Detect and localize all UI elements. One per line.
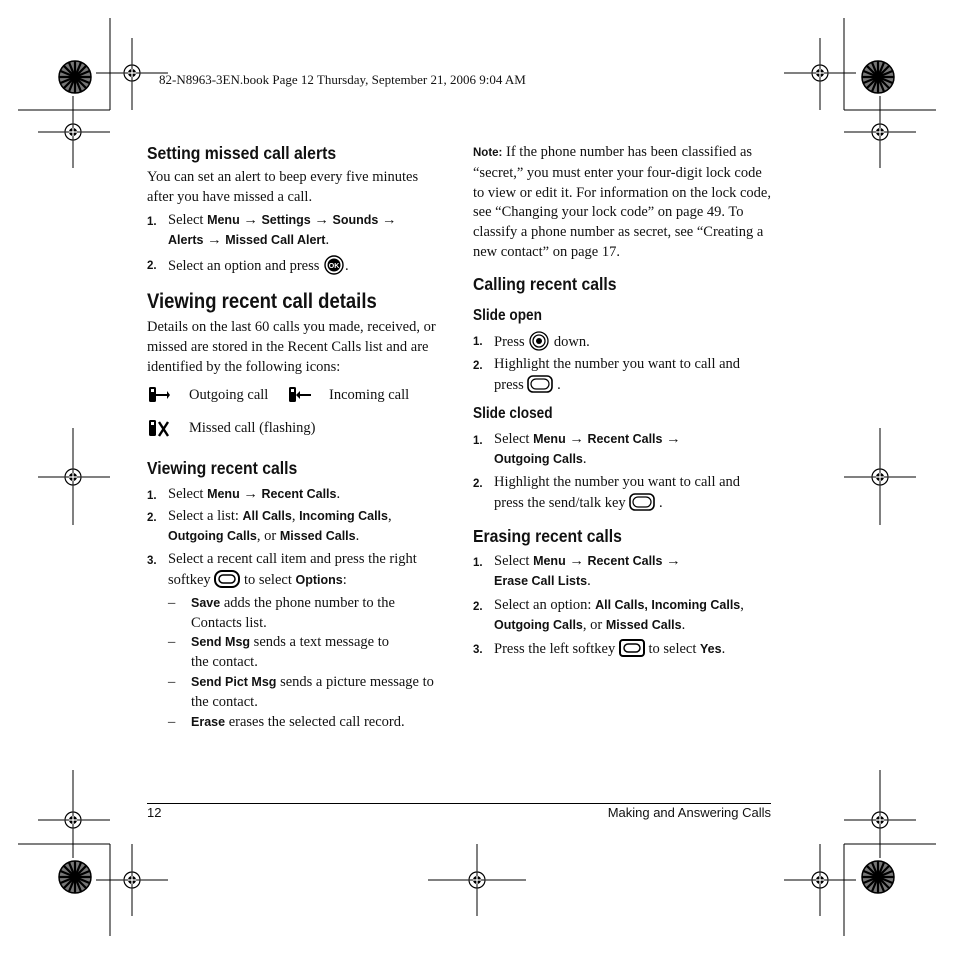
heading-erasing-recent-calls: Erasing recent calls [473, 526, 622, 546]
navigation-key-icon [528, 331, 550, 351]
right-softkey-icon [214, 570, 240, 589]
heading-viewing-recent-calls: Viewing recent calls [147, 458, 298, 478]
chapter-title: Making and Answering Calls [607, 805, 771, 820]
missed-alerts-intro: You can set an alert to beep every five minutes after you have missed a call. [147, 169, 419, 205]
heading-slide-closed: Slide closed [473, 405, 553, 422]
page-number: 12 [147, 805, 162, 820]
file-header: 82-N8963-3EN.book Page 12 Thursday, September 21, 2006 9:04 AM [159, 72, 526, 87]
missed-call-label: Missed call (flashing) [189, 420, 316, 436]
details-intro: Details on the last 60 calls you made, received, or missed are stored in the Recent Calls list and are identified by the following icons: [147, 319, 436, 375]
incoming-call-icon [286, 384, 312, 408]
incoming-call-label: Incoming call [329, 387, 410, 403]
outgoing-call-icon [146, 384, 170, 408]
heading-recent-call-details: Viewing recent call details [147, 290, 377, 313]
heading-missed-alerts: Setting missed call alerts [147, 143, 337, 163]
missed-call-icon [146, 416, 172, 442]
heading-calling-recent-calls: Calling recent calls [473, 274, 617, 294]
footer-rule [147, 803, 771, 804]
ok-key-icon [323, 255, 345, 275]
left-softkey-icon [619, 639, 645, 658]
heading-slide-open: Slide open [473, 307, 542, 324]
note-paragraph: Note: If the phone number has been classified as “secret,” you must enter your four-digit lock code to view or edit it. For information on the lock code, see “Changing your lock code” on page 49. To classify a phone number as secret, see “Creating a new contact” on page 17. [473, 144, 771, 260]
outgoing-call-label: Outgoing call [189, 387, 269, 403]
svg-text:OK: OK [328, 263, 340, 270]
send-key-icon [527, 375, 553, 394]
send-talk-key-icon [629, 493, 655, 512]
